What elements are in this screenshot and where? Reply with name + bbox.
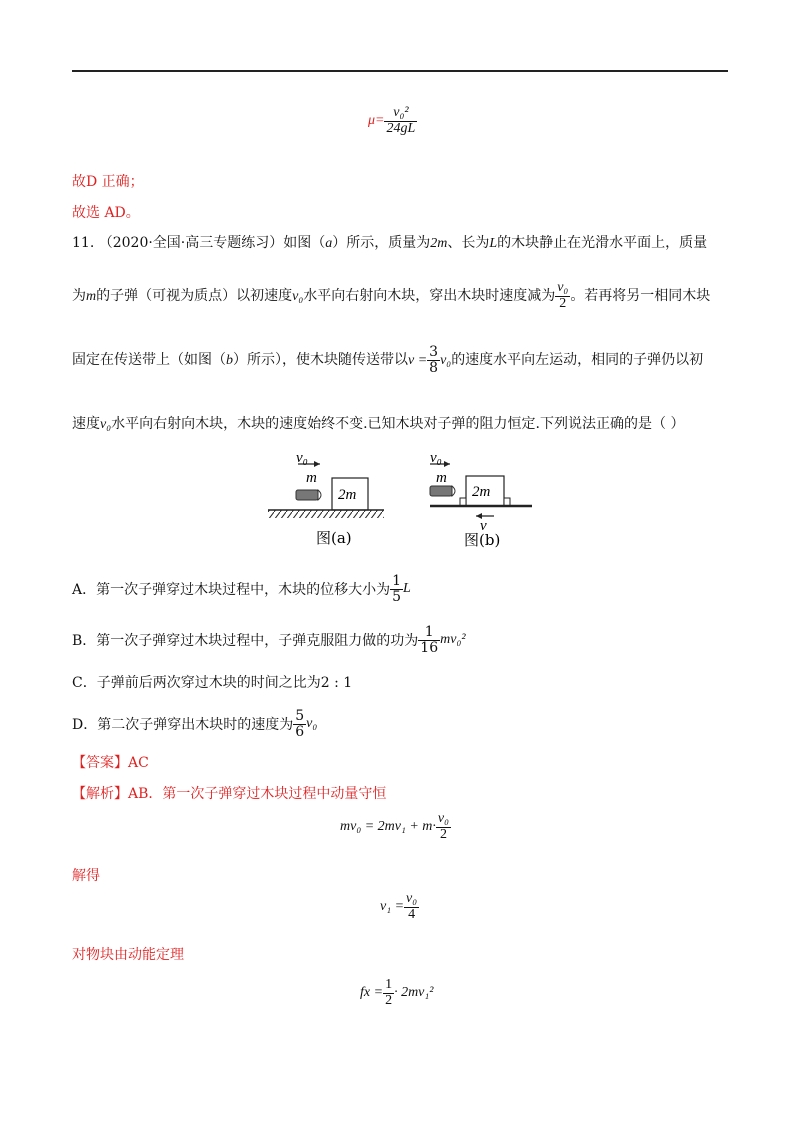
q-var: 2m	[430, 236, 448, 251]
bullet-tip-b	[452, 486, 455, 496]
arrow-head-icon	[444, 461, 450, 467]
frac-den: 6	[295, 723, 305, 740]
q-var: v =	[408, 353, 428, 369]
frac-num: 1	[418, 625, 440, 641]
option-a-tail: L	[403, 581, 411, 597]
equation-energy	[360, 978, 433, 1008]
bullet-tip-a	[318, 490, 321, 500]
eq2-fraction	[404, 892, 419, 922]
fig-a-v-label: v₀	[296, 450, 308, 466]
bullet-a	[296, 490, 318, 500]
mu-fraction	[384, 106, 417, 136]
bullet-b	[430, 486, 452, 496]
q-frac-den: 8	[429, 359, 439, 376]
eq3-fraction	[383, 978, 394, 1008]
mu-lhs: μ=	[368, 113, 385, 129]
mu-numerator: v₀²	[384, 106, 417, 122]
figure-a	[268, 450, 384, 547]
fig-a-m-label: m	[306, 470, 317, 486]
fig-a-caption: 图(a)	[316, 529, 352, 547]
q-frac-num: 3	[429, 344, 439, 360]
fig-b-caption: 图(b)	[464, 531, 501, 549]
q-frac-den: 2	[559, 295, 567, 311]
fig-a-block-label: 2m	[338, 487, 357, 503]
analysis-label: 【解析】	[72, 786, 128, 802]
q-text: 水平向右射向木块，木块的速度始终不变.已知木块对子弹的阻力恒定.下列说法正确的是（ ）	[111, 416, 685, 432]
eq1-lhs: mv₀ = 2mv₁ + m·	[340, 819, 436, 835]
q-text: 速度	[72, 416, 100, 432]
option-b[interactable]	[72, 625, 466, 655]
question-number: 11.	[72, 235, 95, 251]
frac-num: v₀	[437, 811, 449, 826]
q-var: b	[226, 353, 233, 369]
frac-num: 1	[392, 573, 402, 589]
figure-b	[430, 450, 532, 549]
q-var: v₀	[100, 417, 112, 432]
frac-num: v₀	[406, 891, 418, 906]
mu-denominator: 24gL	[386, 120, 416, 136]
option-a[interactable]	[72, 574, 411, 604]
fig-b-m-label: m	[436, 470, 447, 486]
fig-b-belt-v-label: v	[480, 518, 487, 534]
equation-v1	[380, 892, 419, 922]
option-d-fraction	[293, 709, 306, 739]
frac-den: 5	[392, 588, 402, 605]
option-b-fraction	[418, 625, 440, 655]
q-text: 为	[72, 288, 86, 305]
option-d-text: D．第二次子弹穿出木块时的速度为	[72, 717, 294, 734]
frac-num: 1	[385, 977, 393, 992]
frac-den: 16	[420, 639, 439, 656]
q-text: 水平向右射向木块，穿出木块时速度减为	[303, 288, 556, 305]
q-var: v₀	[292, 289, 304, 305]
question-line-3	[72, 345, 703, 375]
option-c[interactable]	[72, 672, 352, 692]
line-d-correct: 故D 正确；	[72, 174, 144, 190]
theorem-label: 对物块由动能定理	[72, 947, 184, 963]
frac-den: 4	[408, 906, 416, 922]
q-frac-num: v₀	[557, 280, 569, 295]
frac-den: 2	[439, 826, 447, 842]
eq2-lhs: v₁ =	[380, 899, 405, 915]
q-text: 、长为	[447, 235, 490, 251]
equation-momentum	[340, 812, 451, 842]
q-fraction	[555, 281, 570, 311]
analysis-text: AB．第一次子弹穿过木块过程中动量守恒	[128, 786, 387, 802]
question-source: （2020·全国·高三专题练习）	[98, 235, 284, 251]
figure-diagram	[250, 448, 550, 552]
q-text: 的速度水平向左运动，相同的子弹仍以初	[451, 352, 704, 369]
option-c-tail: 2 : 1	[320, 675, 353, 691]
option-d[interactable]	[72, 709, 317, 739]
solve-label: 解得	[72, 868, 100, 884]
answer-label: 【答案】	[72, 755, 128, 771]
q-text: 固定在传送带上（如图（	[72, 352, 226, 369]
option-a-fraction	[390, 574, 403, 604]
q-text: 。若再将另一相同木块	[570, 288, 711, 305]
analysis-line	[72, 784, 386, 804]
option-b-tail: mv₀²	[440, 632, 466, 648]
frac-num: 5	[295, 708, 305, 724]
fig-b-v-label: v₀	[430, 450, 442, 466]
question-line-4	[72, 414, 684, 435]
mu-formula	[368, 106, 417, 136]
q-var: v₀	[440, 353, 452, 369]
arrow-head-icon	[314, 461, 320, 467]
question-line-2	[72, 281, 710, 311]
eq1-fraction	[436, 812, 451, 842]
header-rule	[72, 70, 728, 72]
eq3-tail: · 2mv₁²	[394, 985, 434, 1001]
answer-line	[72, 753, 149, 773]
question-line-1	[72, 233, 707, 254]
frac-den: 2	[385, 992, 393, 1008]
q-text: 如图（	[283, 235, 326, 251]
fig-b-block-label: 2m	[472, 484, 491, 500]
option-b-text: B．第一次子弹穿过木块过程中，子弹克服阻力做的功为	[72, 633, 419, 650]
q-var: m	[86, 289, 97, 305]
line-choose: 故选 AD。	[72, 205, 140, 221]
ground-hatch-a	[268, 510, 384, 518]
option-a-text: A．第一次子弹穿过木块过程中，木块的位移大小为	[72, 582, 391, 599]
q-var: a	[325, 236, 333, 251]
answer-value: AC	[128, 755, 149, 771]
option-c-text: C．子弹前后两次穿过木块的时间之比为	[72, 675, 321, 691]
option-d-tail: v₀	[306, 716, 318, 732]
q-text: 的子弹（可视为质点）以初速度	[96, 288, 293, 305]
eq3-lhs: fx =	[360, 985, 384, 1001]
q-var: L	[489, 236, 498, 251]
q-text: 的木块静止在光滑水平面上，质量	[497, 235, 708, 251]
q-text: ）所示），使木块随传送带以	[233, 352, 408, 369]
q-fraction	[427, 345, 440, 375]
q-text: ）所示，质量为	[332, 235, 431, 251]
